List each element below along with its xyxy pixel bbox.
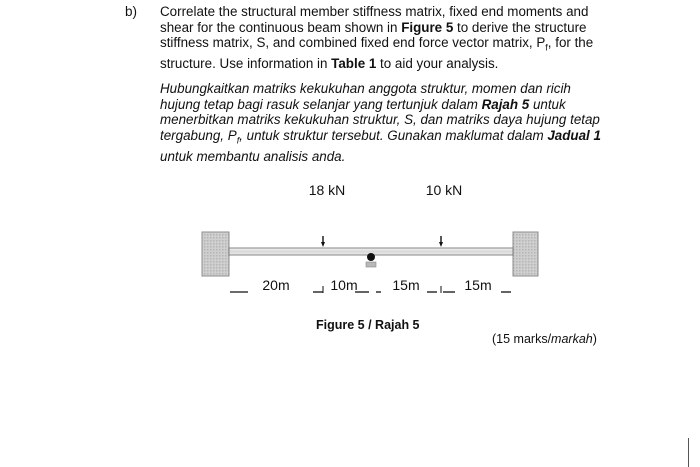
figure-caption: Figure 5 / Rajah 5 bbox=[316, 318, 420, 332]
subscript-f: f bbox=[545, 42, 548, 53]
english-text-2: to derive the structure stiffness matrix, S, and combined fixed end force vector matrix, P bbox=[160, 19, 587, 50]
marks-italic: markah bbox=[551, 332, 593, 346]
english-text-1: Correlate the structural member stiffness matrix, fixed end moments and shear for the continuous beam shown in bbox=[160, 4, 589, 35]
load-arrow-10kn bbox=[439, 236, 443, 247]
rajah-reference: Rajah 5 bbox=[481, 96, 530, 112]
pin-support bbox=[366, 253, 376, 267]
english-text-4: to aid your analysis. bbox=[376, 56, 499, 72]
load-label-18kn: 18 kN bbox=[308, 182, 346, 198]
english-text-3: , for the structure. Use information in bbox=[160, 35, 594, 72]
malay-text-4: untuk membantu analisis anda. bbox=[160, 148, 346, 164]
load-label-10kn: 10 kN bbox=[425, 182, 463, 198]
span-label-2: 10m bbox=[330, 277, 358, 293]
right-fixed-support bbox=[513, 232, 538, 276]
malay-text-1: Hubungkaitkan matriks kekukuhan anggota struktur, momen dan ricih hujung tetap bagi rasuk selanjar yang tertunjuk dalam bbox=[160, 81, 571, 112]
question-label: b) bbox=[125, 4, 138, 19]
table-reference: Table 1 bbox=[331, 56, 377, 72]
span-label-1: 20m bbox=[262, 277, 290, 293]
span-label-4: 15m bbox=[464, 277, 492, 293]
figure-reference: Figure 5 bbox=[401, 19, 454, 35]
left-fixed-support bbox=[202, 232, 229, 276]
marks-close: ) bbox=[592, 332, 597, 346]
jadual-reference: Jadual 1 bbox=[547, 127, 601, 143]
malay-text-2: untuk menerbitkan matriks kekukuhan struktur, S, dan matriks daya hujung tetap tergabung, P bbox=[160, 96, 600, 143]
load-arrow-18kn bbox=[321, 236, 325, 247]
span-label-3: 15m bbox=[392, 277, 420, 293]
marks-label bbox=[492, 332, 597, 346]
malay-subscript-f: f bbox=[236, 135, 240, 146]
marks-text: (15 marks/ bbox=[492, 332, 552, 346]
page-edge-line bbox=[688, 438, 689, 467]
malay-text-3: , untuk struktur tersebut. Gunakan maklumat dalam bbox=[239, 127, 548, 143]
